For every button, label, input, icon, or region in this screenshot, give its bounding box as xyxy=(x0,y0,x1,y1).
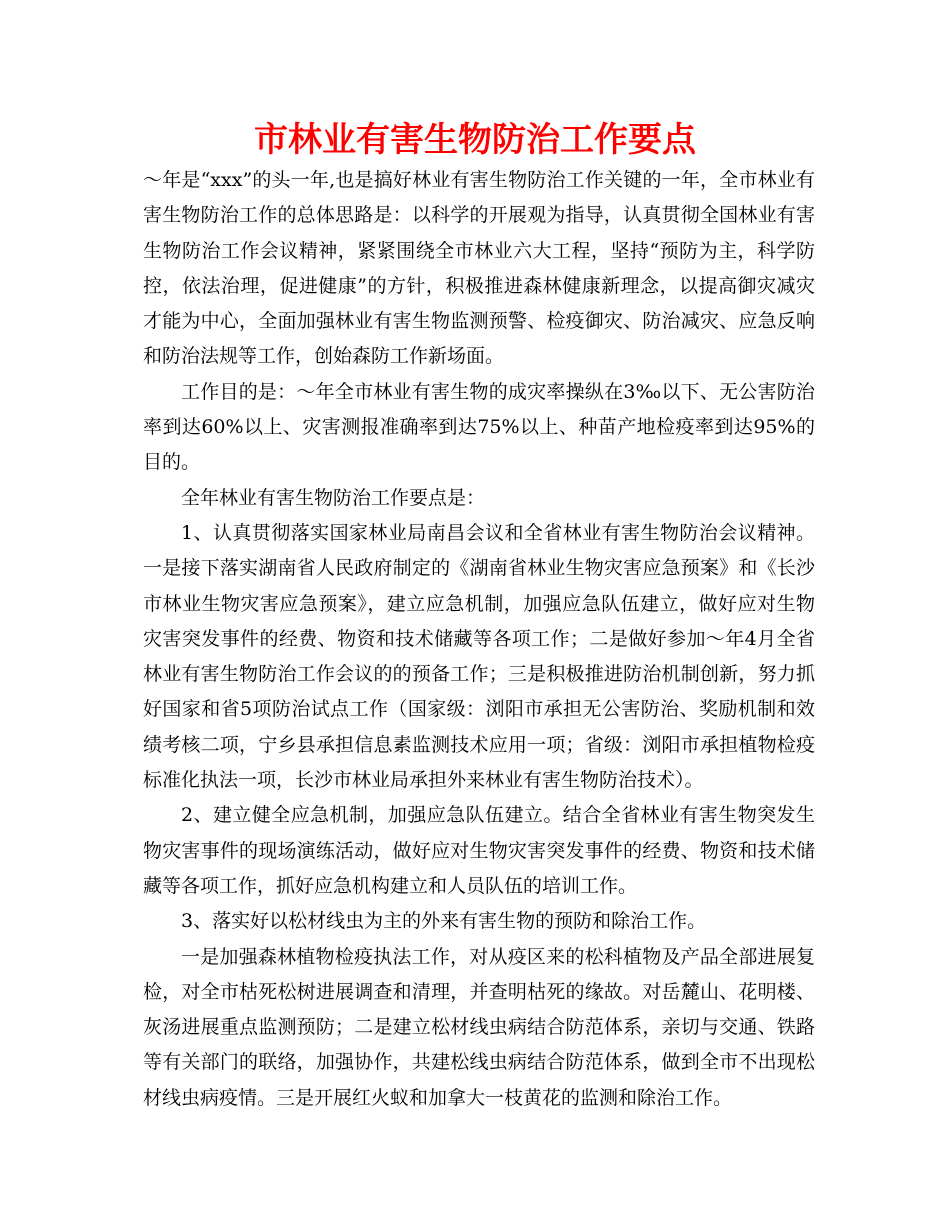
paragraph-2: 工作目的是：～年全市林业有害生物的成灾率操纵在3‰以下、无公害防治率到达60%以上、灾害测报准确率到达75%以上、种苗产地检疫率到达95%的目的。 xyxy=(143,380,815,474)
paragraph-1: ～年是“xxx”的头一年,也是搞好林业有害生物防治工作关键的一年，全市林业有害生物防治工作的总体思路是：以科学的开展观为指导，认真贯彻全国林业有害生物防治工作会议精神，紧紧围绕全市林业六大工程，坚持“预防为主，科学防控，依法治理，促进健康”的方针，积极推进森林健康新理念，以提高御灾减灾才能为中心，全面加强林业有害生物监测预警、检疫御灾、防治减灾、应急反响和防治法规等工作，创始森防工作新场面。 xyxy=(143,169,815,368)
document-body xyxy=(143,163,815,1116)
paragraph-4: 1、认真贯彻落实国家林业局南昌会议和全省林业有害生物防治会议精神。一是接下落实湖南省人民政府制定的《湖南省林业生物灾害应急预案》和《长沙市林业生物灾害应急预案》，建立应急机制，加强应急队伍建立，做好应对生物灾害突发事件的经费、物资和技术储藏等各项工作；二是做好参加～年4月全省林业有害生物防治工作会议的的预备工作；三是积极推进防治机制创新，努力抓好国家和省5项防治试点工作（国家级：浏阳市承担无公害防治、奖励机制和效绩考核二项，宁乡县承担信息素监测技术应用一项；省级：浏阳市承担植物检疫标准化执法一项，长沙市林业局承担外来林业有害生物防治技术）。 xyxy=(143,521,815,792)
paragraph-3: 全年林业有害生物防治工作要点是： xyxy=(181,486,486,509)
document-title: 市林业有害生物防治工作要点 xyxy=(254,120,696,160)
paragraph-7: 一是加强森林植物检疫执法工作，对从疫区来的松科植物及产品全部进展复检，对全市枯死松树进展调查和清理，并查明枯死的缘故。对岳麓山、花明楼、灰汤进展重点监测预防；二是建立松材线虫病结合防范体系，亲切与交通、铁路等有关部门的联络，加强协作，共建松线虫病结合防范体系，做到全市不出现松材线虫病疫情。三是开展红火蚁和加拿大一枝黄花的监测和除治工作。 xyxy=(143,945,815,1109)
paragraph-5: 2、建立健全应急机制，加强应急队伍建立。结合全省林业有害生物突发生物灾害事件的现场演练活动，做好应对生物灾害突发事件的经费、物资和技术储藏等各项工作，抓好应急机构建立和人员队伍的培训工作。 xyxy=(143,804,815,897)
paragraph-6: 3、落实好以松材线虫为主的外来有害生物的预防和除治工作。 xyxy=(181,910,707,933)
